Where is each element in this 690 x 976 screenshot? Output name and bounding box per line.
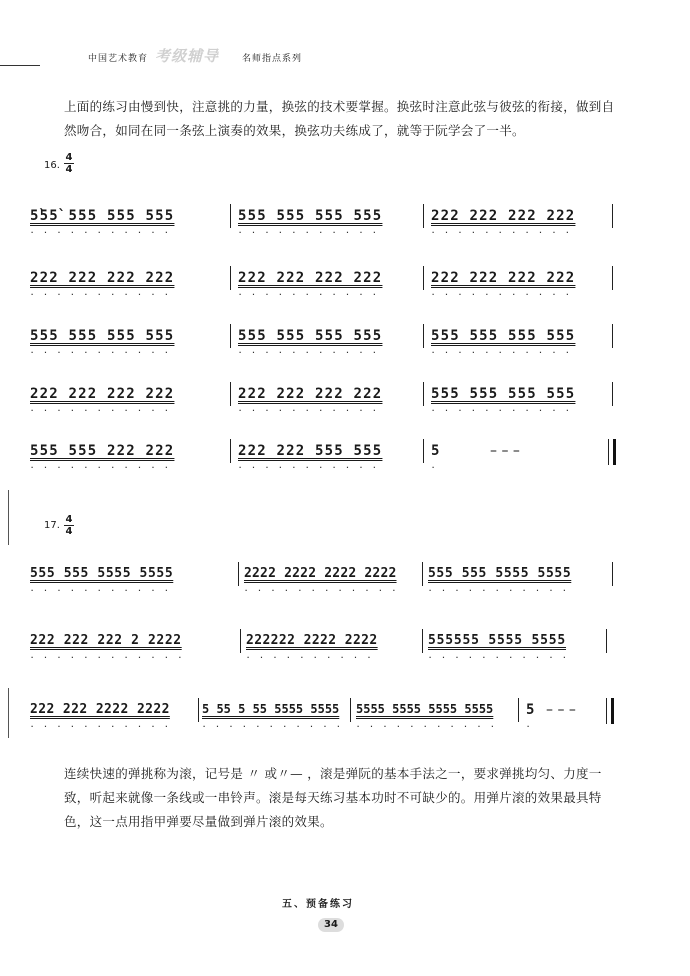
outro-paragraph: 连续快速的弹挑称为滚，记号是 〃 或〃— ，滚是弹阮的基本手法之一，要求弹挑均匀、力度一致，听起来就像一条线或一串铃声。滚是每天练习基本功时不可缺少的。用弹片滚的效果最具特色，这一点用指甲弹要尽量做到弹片滚的效果。 [64,766,602,829]
barline [423,204,424,228]
measure: 555 555 222 222 · · · [30,443,174,473]
measure: 555 555 555 555 · · · [431,328,575,358]
barline [423,266,424,290]
time-bottom: 4 [65,526,73,537]
barline [230,266,231,290]
barline [240,629,241,653]
barline [230,204,231,228]
barline [230,439,231,463]
exercise-17-label: 17. [44,520,60,531]
intro-paragraph: 上面的练习由慢到快，注意挑的力量，换弦的技术要掌握。换弦时注意此弦与彼弦的衔接，做到自然吻合，如同在同一条弦上演奏的效果，换弦功夫练成了，就等于阮学会了一半。 [64,99,615,138]
final-barline [608,439,616,465]
measure: 555 555 555 555 · · · [30,328,174,358]
exercise-16-label: 16. [44,160,60,171]
brand-logo: 考级辅导 [155,47,220,65]
barline [230,382,231,406]
barline [606,629,607,653]
measure: 555 555 555 555 · · · [238,328,382,358]
measure: 555 555 5555 5555 · · · [30,566,173,596]
measure: 555 555 555 555 · · · [238,208,382,238]
measure: 5̀55̀ 555 555 555 · · · [30,208,174,238]
measure: 5 · · · [526,702,536,732]
ex17-line-3 [30,702,630,732]
measure: 222 222 222 2 2222 · · · [30,633,182,663]
time-top: 4 [65,152,73,163]
ex16-line-4 [30,386,630,416]
measure: 222 222 222 222 · · · [431,208,575,238]
measure: 555 555 555 555 · · · [431,386,575,416]
margin-mark [8,490,9,545]
measure: 222 222 555 555 · · · [238,443,382,473]
time-top: 4 [65,514,73,525]
barline [518,698,519,722]
measure: 222 222 222 222 · · · [30,270,174,300]
page-number: 34 [318,918,344,932]
barline [612,204,613,228]
barline [198,698,199,722]
margin-mark [8,688,9,738]
measure: 222 222 2222 2222 · · · [30,702,170,732]
measure: 222 222 222 222 · · · [30,386,174,416]
barline [230,324,231,348]
time-bottom: 4 [65,164,73,175]
barline [612,562,613,586]
measure: 5 55 5 55 5555 5555 · · · [202,702,339,732]
measure: 222 222 222 222 · · · [238,386,382,416]
barline [423,439,424,463]
ex16-line-5 [30,443,630,473]
measure: 5555 5555 5555 5555 · · · [356,702,493,732]
measure: 222222 2222 2222 · · · [246,633,378,663]
measure: 2222 2222 2222 2222 · · · [244,566,397,596]
exercise-16-time-signature [64,152,74,175]
series-subtitle: 名师指点系列 [242,54,303,64]
measure: 222 222 222 222 · · · [431,270,575,300]
barline [422,629,423,653]
ex16-line-1 [30,208,630,238]
sustain-dashes: – – – [546,702,576,718]
barline [612,324,613,348]
barline [238,562,239,586]
ex16-line-2 [30,270,630,300]
barline [423,382,424,406]
ex17-line-2 [30,633,630,663]
barline [350,698,351,722]
ex17-line-1 [30,566,630,596]
series-title: 中国艺术教育 [88,54,149,64]
barline [423,324,424,348]
measure: 5 · · · [431,443,441,473]
barline [612,382,613,406]
sustain-dashes: – – – [490,443,520,459]
measure: 555555 5555 5555 · · · [428,633,566,663]
measure: 555 555 5555 5555 · · · [428,566,571,596]
exercise-17-time-signature [64,514,74,537]
header-rule [0,65,40,66]
measure: 222 222 222 222 · · · [238,270,382,300]
page-header [0,45,690,75]
final-barline [606,698,614,724]
barline [612,266,613,290]
ex16-line-3 [30,328,630,358]
barline [422,562,423,586]
section-footer: 五、预备练习 [282,899,354,910]
